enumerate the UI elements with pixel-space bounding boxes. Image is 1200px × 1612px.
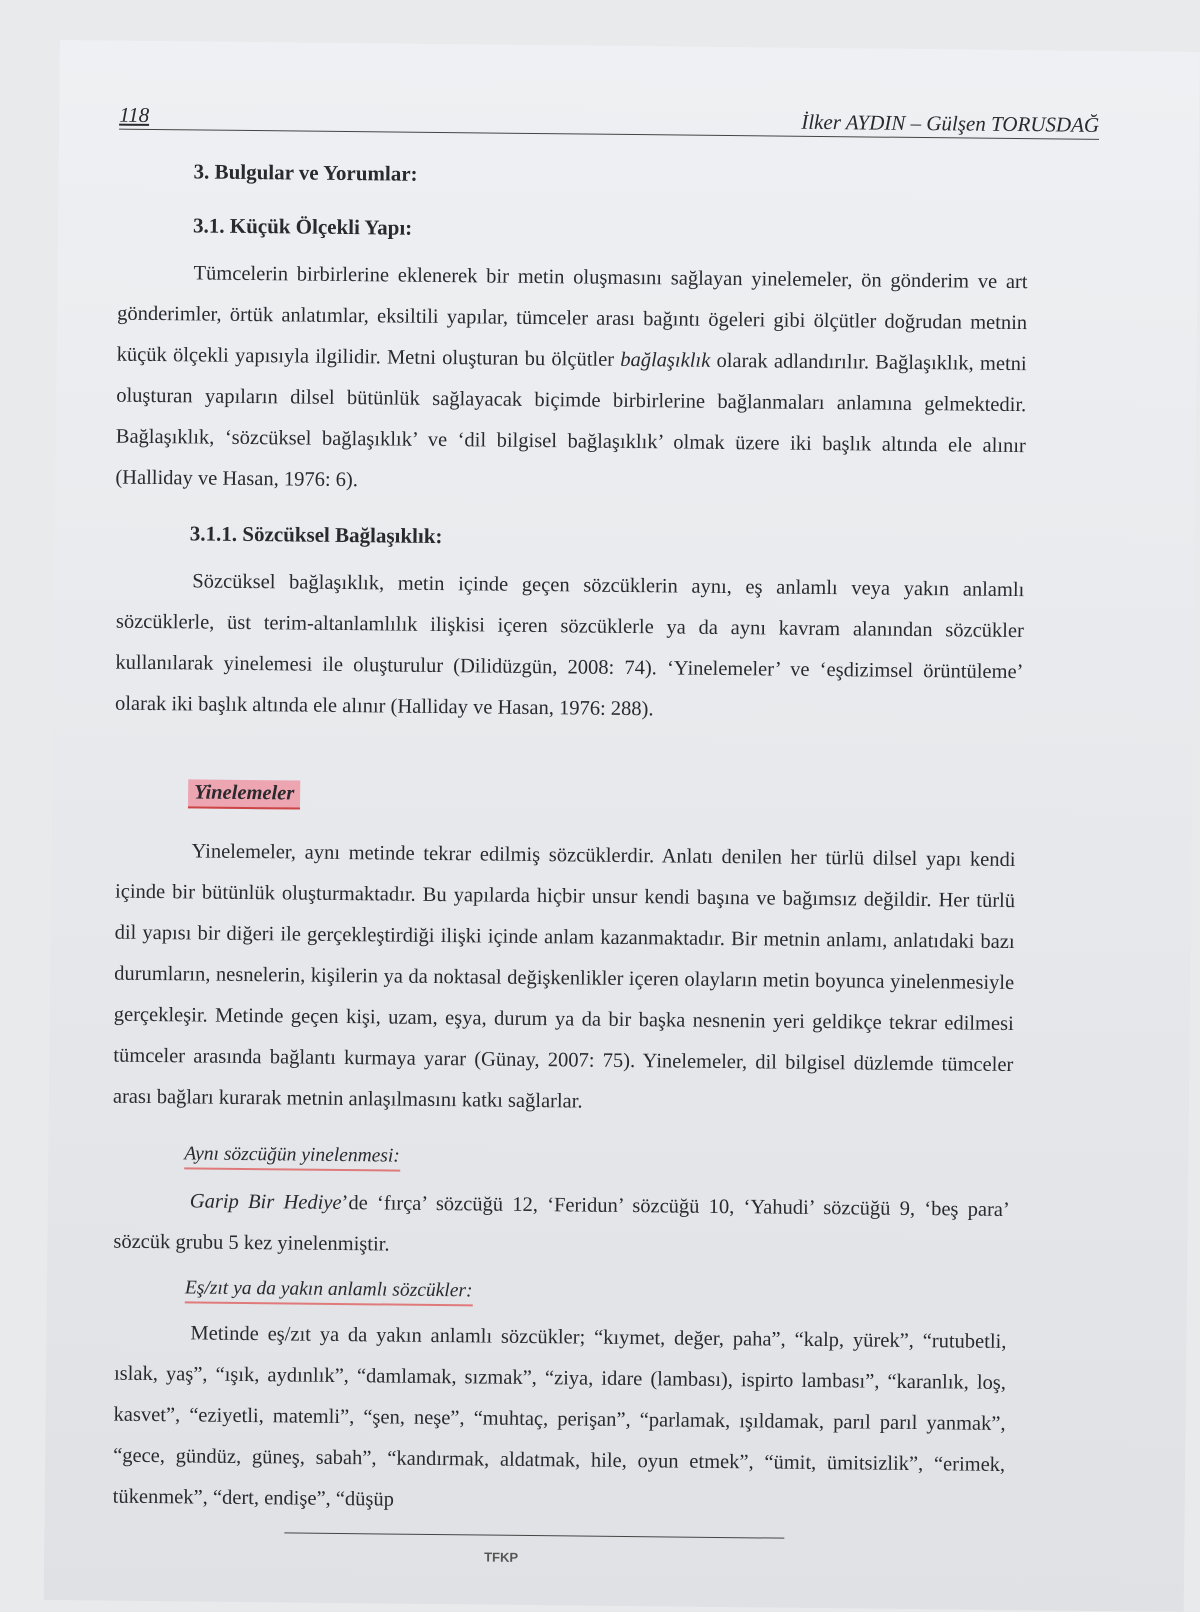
paragraph-4: Garip Bir Hediye’de ‘fırça’ sözcüğü 12, ‘Feridun’ sözcüğü 10, ‘Yahudi’ sözcüğü 9, ‘beş para’ sözcük grubu 5 kez yinelenmiştir.	[113, 1190, 1010, 1256]
highlighted-heading-yinelemeler: Yinelemeler	[188, 779, 301, 809]
subheading-synonyms: Eş/zıt ya da yakın anlamlı sözcükler:	[185, 1277, 473, 1306]
paragraph-3: Yinelemeler, aynı metinde tekrar edilmiş sözcüklerdir. Anlatı denilen her türlü dilsel yapı kendi içinde bir bütünlük oluşturmaktadır. Bu yapılarda hiçbir unsur kendi başına ve bağımsız değildir. Her türlü dil yapısı bir diğeri ile gerçekleştirdiği ilişki içinde anlam kazanmaktadır. Bir metnin anlamı, anlatıdaki bazı durumların, nesnelerin, kişilerin ya da noktasal değişkenlikler içeren olayların metin boyunca yinelenmesiyle gerçekleşir. Metinde geçen kişi, uzam, eşya, durum ya da bir başka nesnenin yeri geldikçe tekrar edilmesi tümceler arasında bağlantı kurmaya yarar (Günay, 2007: 75). Yinelemeler, dil bilgisel düzlemde tümceler arası bağları kurarak metnin anlaşılmasını katkı sağlarlar.	[112, 840, 1016, 1113]
footer-rule	[284, 1532, 784, 1538]
page-number: 118	[119, 102, 150, 127]
journal-logo: TFKP	[484, 1549, 519, 1565]
author-names: İlker AYDIN – Gülşen TORUSDAĞ	[801, 109, 1100, 137]
paragraph-5: Metinde eş/zıt ya da yakın anlamlı sözcükler; “kıymet, değer, paha”, “kalp, yürek”, “rutubetli, ıslak, yaş”, “ışık, aydınlık”, “damlamak, sızmak”, “ziya, idare (lambası), ispirto lambası”, “karanlık, loş, kasvet”, “eziyetli, matemli”, “şen, neşe”, “muhtaç, perişan”, “parlamak, ışıldamak, parıl parıl yanmak”, “gece, gündüz, güneş, sabah”, “kandırmak, aldatmak, hile, oyun etmek”, “ümit, ümitsizlik”, “erimek, tükenmek”, “dert, endişe”, “düşüp	[112, 1322, 1007, 1511]
subheading-same-word: Aynı sözcüğün yinelenmesi:	[184, 1143, 400, 1171]
paragraph-1: Tümcelerin birbirlerine eklenerek bir metin oluşmasını sağlayan yinelemeler, ön gönderim ve art gönderimler, örtük anlatımlar, eksiltili yapılar, tümceler arası bağıntı ögeleri gibi ölçütler doğrudan metnin küçük ölçekli yapısıyla ilgilidir. Metni oluşturan bu ölçütler bağlaşıklık olarak adlandırılır. Bağlaşıklık, metni oluşturan yapıların dilsel bütünlük sağlayacak biçimde birbirlerine bağlanmaları anlamına gelmektedir. Bağlaşıklık, ‘sözcüksel bağlaşıklık’ ve ‘dil bilgisel bağlaşıklık’ olmak üzere iki başlık altında ele alınır (Halliday ve Hasan, 1976: 6).	[115, 262, 1028, 492]
subsection-heading: 3.1. Küçük Ölçekli Yapı:	[192, 213, 413, 240]
paragraph-2: Sözcüksel bağlaşıklık, metin içinde geçen sözcüklerin aynı, eş anlamlı veya yakın anlamlı sözcüklerle, üst terim-altanlamlılık ilişkisi içeren sözcüklerle ya da aynı kavram alanından sözcükler kullanılarak yinelemesi ile oluşturulur (Dilidüzgün, 2008: 74). ‘Yinelemeler’ ve ‘eşdizimsel örüntüleme’ olarak iki başlık altında ele alınır (Halliday ve Hasan, 1976: 288).	[114, 570, 1025, 721]
section-heading: 3. Bulgular ve Yorumlar:	[193, 159, 418, 186]
document-page	[44, 40, 1200, 1612]
running-header	[119, 103, 1099, 140]
subsubsection-heading: 3.1.1. Sözcüksel Bağlaşıklık:	[189, 521, 443, 549]
term-baglasiklik: bağlaşıklık	[620, 348, 711, 372]
